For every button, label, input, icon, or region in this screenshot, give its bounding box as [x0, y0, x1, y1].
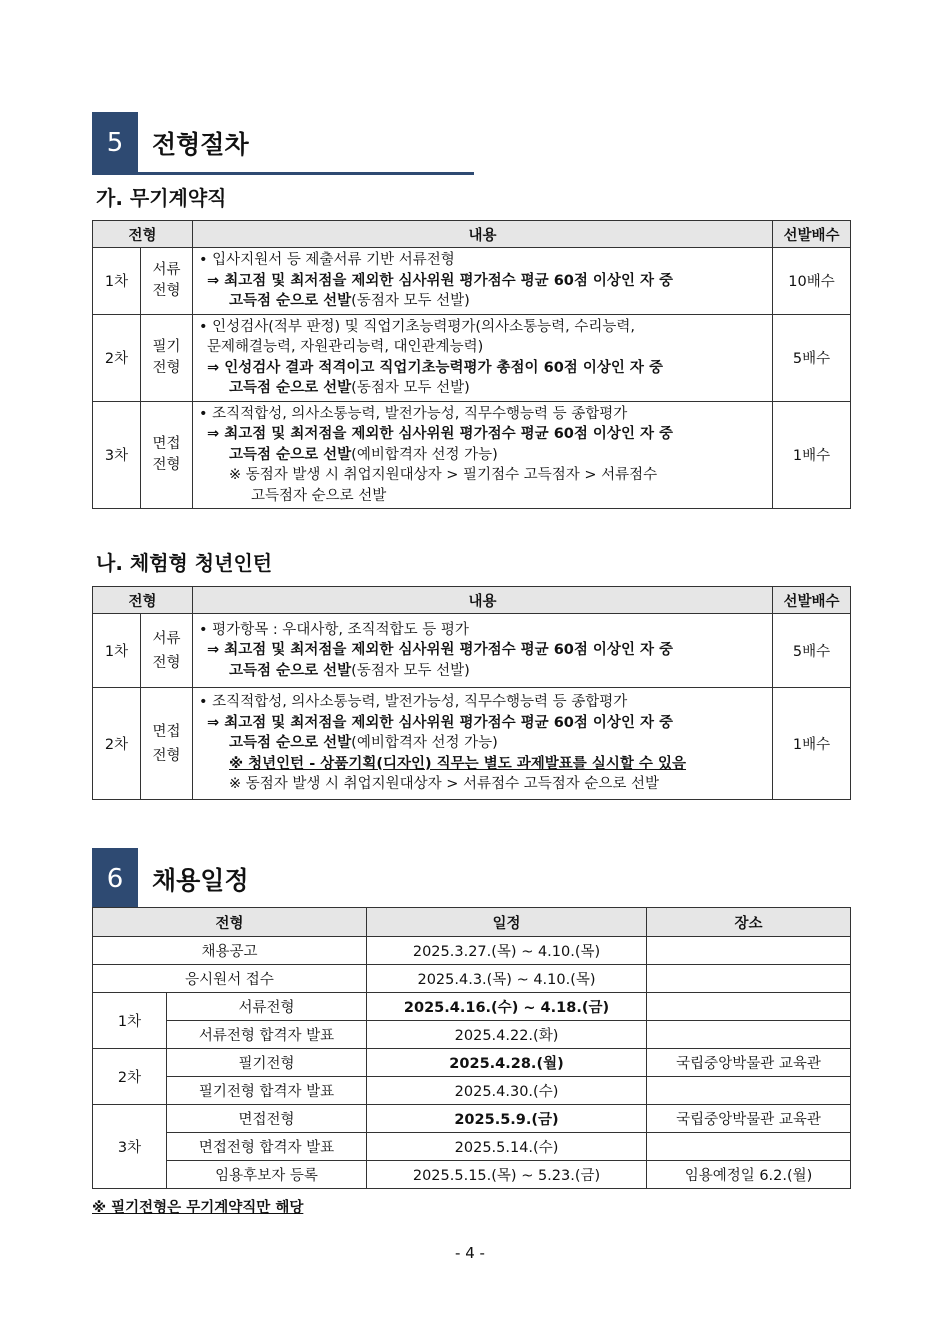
- content-line: 고득점자 순으로 선발: [251, 487, 387, 504]
- content-line: ⇒ 최고점 및 최저점을 제외한 심사위원 평가점수 평균 60점 이상인 자 중: [207, 714, 674, 731]
- date-cell: 2025.5.9.(금): [367, 1105, 647, 1133]
- selection-table-a: [92, 220, 851, 509]
- place-cell: 임용예정일 6.2.(월): [647, 1161, 851, 1189]
- content-paren: (예비합격자 선정 가능): [351, 735, 498, 752]
- header-stage: 전형: [93, 908, 367, 937]
- schedule-table: [92, 907, 851, 1189]
- header-content: 내용: [193, 587, 773, 614]
- table-row: [93, 1077, 851, 1105]
- table-row: [93, 1161, 851, 1189]
- place-cell: [647, 1133, 851, 1161]
- stage-cell: 응시원서 접수: [93, 965, 367, 993]
- stage-cell: 필기전형: [167, 1049, 367, 1077]
- table-row: [93, 1133, 851, 1161]
- stage-cell: 필기전형 합격자 발표: [167, 1077, 367, 1105]
- table-row: [93, 1021, 851, 1049]
- content-line: ※ 청년인턴 - 상품기획(디자인) 직무는 별도 과제발표를 실시할 수 있음: [229, 755, 687, 772]
- content-line: [199, 378, 766, 399]
- selection-table-b: [92, 586, 851, 800]
- stage-content: [193, 614, 773, 688]
- stage-type-line: 전형: [152, 282, 181, 299]
- stage-content: [193, 688, 773, 800]
- round-label: 1차: [93, 248, 141, 315]
- content-line: [199, 661, 766, 682]
- place-cell: [647, 1021, 851, 1049]
- stage-type: [141, 401, 193, 509]
- content-paren: (동점자 모두 선발): [351, 293, 470, 309]
- table-row: [93, 401, 851, 509]
- ratio-value: 1배수: [773, 401, 851, 509]
- stage-cell: 면접전형: [167, 1105, 367, 1133]
- header-ratio: 선발배수: [773, 587, 851, 614]
- date-cell: 2025.4.28.(월): [367, 1049, 647, 1077]
- content-line: ※ 동점자 발생 시 취업지원대상자 > 필기점수 고득점자 > 서류점수: [229, 467, 658, 483]
- header-date: 일정: [367, 908, 647, 937]
- content-paren: (예비합격자 선정 가능): [351, 446, 498, 463]
- table-row: [93, 965, 851, 993]
- date-cell: 2025.4.16.(수) ~ 4.18.(금): [367, 993, 647, 1021]
- content-bold: 고득점 순으로 선발: [229, 662, 352, 679]
- stage-type-line: 전형: [152, 747, 181, 764]
- content-line: [199, 291, 766, 312]
- content-line: ⇒ 최고점 및 최저점을 제외한 심사위원 평가점수 평균 60점 이상인 자 중: [207, 426, 674, 442]
- stage-type: [141, 614, 193, 688]
- round-label: 1차: [93, 993, 167, 1049]
- content-bold: 고득점 순으로 선발: [229, 446, 352, 463]
- stage-type: [141, 314, 193, 401]
- round-label: 2차: [93, 1049, 167, 1105]
- header-stage: 전형: [93, 587, 193, 614]
- content-line: • 입사지원서 등 제출서류 기반 서류전형: [199, 252, 455, 268]
- content-line: • 조직적합성, 의사소통능력, 발전가능성, 직무수행능력 등 종합평가: [199, 694, 628, 711]
- date-cell: 2025.5.15.(목) ~ 5.23.(금): [367, 1161, 647, 1189]
- content-line: [199, 445, 766, 466]
- content-line: ※ 동점자 발생 시 취업지원대상자 > 서류점수 고득점자 순으로 선발: [229, 776, 659, 793]
- date-cell: 2025.4.30.(수): [367, 1077, 647, 1105]
- ratio-value: 10배수: [773, 248, 851, 315]
- table-row: [93, 1049, 851, 1077]
- stage-type-line: 전형: [152, 456, 181, 473]
- stage-type-line: 필기: [152, 338, 181, 355]
- round-label: 2차: [93, 314, 141, 401]
- date-cell: 2025.3.27.(목) ~ 4.10.(목): [367, 937, 647, 965]
- content-line: ⇒ 인성검사 결과 적격이고 직업기초능력평가 총점이 60점 이상인 자 중: [207, 359, 663, 376]
- footnote: ※ 필기전형은 무기계약직만 해당: [92, 1200, 304, 1216]
- section-number: 6: [92, 848, 138, 910]
- table-row: [93, 248, 851, 315]
- round-label: 3차: [93, 1105, 167, 1189]
- stage-type: [141, 688, 193, 800]
- stage-type-line: 면접: [152, 723, 181, 740]
- stage-type-line: 서류: [152, 261, 181, 278]
- stage-type-line: 서류: [152, 630, 181, 647]
- section-title: 채용일정: [152, 866, 249, 895]
- section-number: 5: [92, 112, 138, 174]
- date-cell: 2025.4.3.(목) ~ 4.10.(목): [367, 965, 647, 993]
- stage-cell: 임용후보자 등록: [167, 1161, 367, 1189]
- stage-type-line: 전형: [152, 654, 181, 671]
- stage-type-line: 전형: [152, 359, 181, 376]
- stage-content: [193, 314, 773, 401]
- table-row: [93, 314, 851, 401]
- content-bold: 고득점 순으로 선발: [229, 293, 352, 309]
- stage-cell: 채용공고: [93, 937, 367, 965]
- page-number: - 4 -: [455, 1244, 485, 1262]
- ratio-value: 5배수: [773, 614, 851, 688]
- place-cell: 국립중앙박물관 교육관: [647, 1105, 851, 1133]
- content-line: 문제해결능력, 자원관리능력, 대인관계능력): [207, 339, 484, 355]
- section-title: 전형절차: [152, 130, 249, 159]
- content-line: ⇒ 최고점 및 최저점을 제외한 심사위원 평가점수 평균 60점 이상인 자 중: [207, 272, 674, 289]
- place-cell: [647, 993, 851, 1021]
- header-place: 장소: [647, 908, 851, 937]
- content-line: • 조직적합성, 의사소통능력, 발전가능성, 직무수행능력 등 종합평가: [199, 405, 628, 422]
- subsection-title-a: 가. 무기계약직: [96, 186, 227, 210]
- content-bold: 고득점 순으로 선발: [229, 735, 352, 752]
- header-ratio: 선발배수: [773, 221, 851, 248]
- stage-cell: 면접전형 합격자 발표: [167, 1133, 367, 1161]
- place-cell: [647, 1077, 851, 1105]
- table-row: [93, 1105, 851, 1133]
- table-row: [93, 937, 851, 965]
- header-content: 내용: [193, 221, 773, 248]
- section-6-header: [92, 848, 474, 910]
- content-line: • 인성검사(적부 판정) 및 직업기초능력평가(의사소통능력, 수리능력,: [199, 318, 635, 335]
- content-line: • 평가항목 : 우대사항, 조직적합도 등 평가: [199, 621, 469, 638]
- section-underline: [92, 172, 474, 175]
- content-line: ⇒ 최고점 및 최저점을 제외한 심사위원 평가점수 평균 60점 이상인 자 중: [207, 642, 674, 659]
- date-cell: 2025.4.22.(화): [367, 1021, 647, 1049]
- content-line: [199, 733, 766, 754]
- stage-content: [193, 401, 773, 509]
- stage-content: [193, 248, 773, 315]
- place-cell: 국립중앙박물관 교육관: [647, 1049, 851, 1077]
- content-paren: (동점자 모두 선발): [351, 662, 470, 679]
- round-label: 1차: [93, 614, 141, 688]
- date-cell: 2025.5.14.(수): [367, 1133, 647, 1161]
- ratio-value: 1배수: [773, 688, 851, 800]
- ratio-value: 5배수: [773, 314, 851, 401]
- stage-type-line: 면접: [152, 435, 181, 452]
- round-label: 2차: [93, 688, 141, 800]
- header-stage: 전형: [93, 221, 193, 248]
- subsection-title-b: 나. 체험형 청년인턴: [96, 551, 273, 575]
- table-row: [93, 688, 851, 800]
- content-paren: (동점자 모두 선발): [351, 380, 470, 396]
- stage-type: [141, 248, 193, 315]
- stage-cell: 서류전형 합격자 발표: [167, 1021, 367, 1049]
- table-row: [93, 993, 851, 1021]
- stage-cell: 서류전형: [167, 993, 367, 1021]
- section-5-header: [92, 112, 474, 174]
- round-label: 3차: [93, 401, 141, 509]
- place-cell: [647, 965, 851, 993]
- table-row: [93, 614, 851, 688]
- place-cell: [647, 937, 851, 965]
- content-bold: 고득점 순으로 선발: [229, 380, 352, 396]
